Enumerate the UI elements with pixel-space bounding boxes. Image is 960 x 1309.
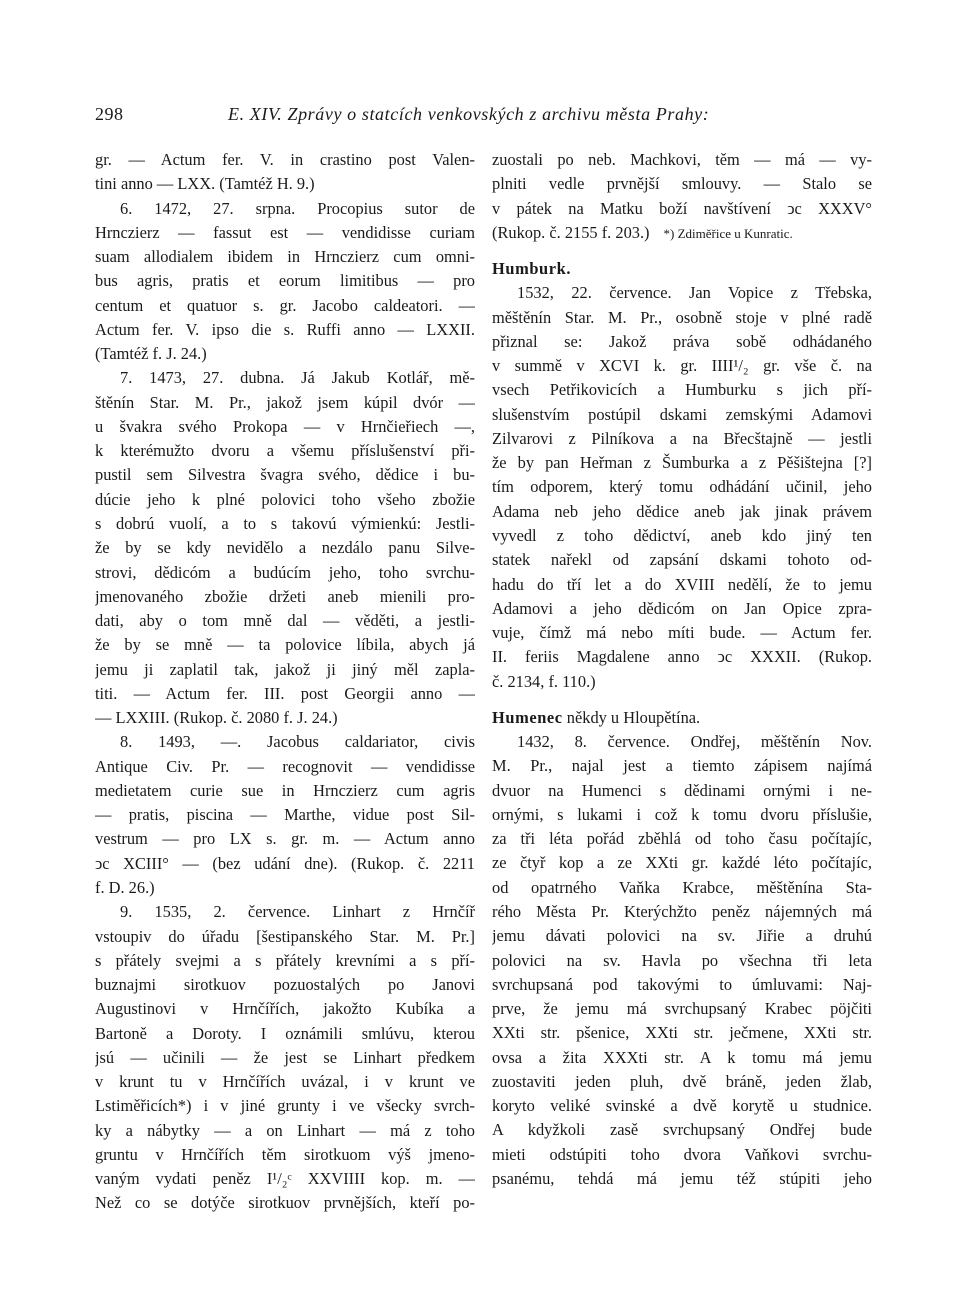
- text-line: dati, aby o tom mně dal — věděti, a jestli-: [95, 611, 475, 631]
- text-line: koryto veliké svinské a dvě korytě u studnice.: [492, 1096, 872, 1116]
- text-line: svrchupsaná pod takovými to úmluvami: Naj-: [492, 974, 872, 994]
- left-column: [95, 148, 475, 1216]
- humenec-title: Humenec: [492, 707, 563, 727]
- text-line: v krunt tu v Hrnčířích uvázal, i v krunt ve: [95, 1072, 475, 1092]
- text-line: prve, že jemu má svrchupsaný Krabec pöjčiti: [492, 999, 872, 1019]
- text-line: s přátely svejmi a s přátely krevními a s pří-: [95, 950, 475, 970]
- text-line: dvuor na Humenci s dědinami ornými i ne-: [492, 780, 872, 800]
- text-line: vyvedl z toho dědictví, aneb kdo jiný ten: [492, 525, 872, 545]
- humenec-subtitle: někdy u Hloupětína.: [566, 707, 701, 727]
- text-line: pustil sem Silvestra švagra svého, dědice i bu-: [95, 465, 475, 485]
- text-line: slušenstvím postúpil dskami zemskými Adamovi: [492, 404, 872, 424]
- entry-start-line: 1532, 22. července. Jan Vopice z Třebska,: [517, 283, 872, 303]
- text-line: XXti str. pšenice, XXti str. ječmene, XXti str.: [492, 1023, 872, 1043]
- text-line: A kdyžkoli zasě svrchupsaný Ondřej bude: [492, 1120, 872, 1140]
- text-line: rého Města Pr. Kterýchžto peněz nájemných má: [492, 901, 872, 921]
- text-line: buznajmi sirotkuov pozuostalých po Janovi: [95, 975, 475, 995]
- text-line: centum et quatuor s. gr. Jacobo caldeatori. —: [95, 295, 475, 315]
- text-line: Antique Civ. Pr. — recognovit — vendidisse: [95, 756, 475, 776]
- text-line: u švakra svého Prokopa — v Hrnčieřiech —,: [95, 416, 475, 436]
- text-line: M. Pr., najal jest a tiemto zápisem najímá: [492, 756, 872, 776]
- entry-start-line: 9. 1535, 2. července. Linhart z Hrnčíř: [120, 902, 475, 922]
- text-line: hadu do tří let a do XVIII nedělí, že to jemu: [492, 574, 872, 594]
- text-line: přiznal se: Jakož práva sobě odhádaného: [492, 331, 872, 351]
- text-line: II. feriis Magdalene anno ↄc XXXII. (Rukop.: [492, 647, 872, 667]
- text-line: s dobrú vuolí, a to s takovú výmienkú: Jestli-: [95, 513, 475, 533]
- entry-start-line: 7. 1473, 27. dubna. Já Jakub Kotlář, mě-: [120, 368, 475, 388]
- text-line: Zilvarovi z Pilníkova a na Břecštajně — jestli: [492, 428, 872, 448]
- text-line: vstoupiv do úřadu [šestipanského Star. M. Pr.]: [95, 926, 475, 946]
- text-line: suam allodialem ibidem in Hrnczierz cum omni-: [95, 247, 475, 267]
- text-line: Lstiměřicích*) i v jiné grunty i ve všecky svrch-: [95, 1096, 475, 1116]
- text-line: zuostali po neb. Machkovi, těm — má — vy-: [492, 150, 872, 169]
- text-line: měštěnín Star. M. Pr., osobně stoje v plné radě: [492, 307, 872, 327]
- text-line: Bartoně a Doroty. I oznámili smlúvu, kterou: [95, 1023, 475, 1043]
- text-line: Augustinovi v Hrnčířích, jakožto Kubíka a: [95, 999, 475, 1019]
- text-line: tím odporem, který tomu odhádání učinil, jeho: [492, 477, 872, 497]
- text-line: jemu ji zaplatil tak, jakož ji jiný měl zapla-: [95, 659, 475, 679]
- text-line: titi. — Actum fer. III. post Georgii anno —: [95, 683, 475, 703]
- text-line: psanému, tehdá má jemu též stúpiti jeho: [492, 1168, 872, 1188]
- text-line: f. D. 26.): [95, 877, 155, 897]
- text-line: dúcie jeho k plné polovici toho všeho zbožie: [95, 489, 475, 509]
- page-header: [95, 104, 875, 132]
- text-line: — pratis, piscina — Marthe, vidue post Sil-: [95, 805, 475, 825]
- text-line: Adamovi a jeho dědicóm on Jan Opice zpra-: [492, 598, 872, 618]
- text-line: jmenovaného zbožie držeti aneb mienili pro-: [95, 586, 475, 606]
- text-line: že by pan Heřman z Šumburka a z Pěšištejna [?]: [492, 453, 872, 473]
- text-line: k kterémužto dvoru a všemu příslušenství při-: [95, 441, 475, 461]
- text-line: gruntu v Hrnčířích těm sirotkuom výš jmeno-: [95, 1144, 475, 1164]
- text-line: od opatrného Vaňka Krabce, měštěnína Sta-: [492, 877, 872, 897]
- text-line: statek nařekl od zapsání dskami tohoto od-: [492, 550, 872, 570]
- text-line: štěnín Star. M. Pr., jakož jsem kúpil dvór —: [95, 392, 475, 412]
- text-line: bus agris, pratis et eorum limitibus — pro: [95, 271, 475, 291]
- text-line: za tři léta pořád zběhlá od toho času počítajíc,: [492, 829, 872, 849]
- text-line: Hrnczierz — fassut est — vendidisse curiam: [95, 222, 475, 242]
- text-line: tini anno — LXX. (Tamtéž H. 9.): [95, 174, 315, 194]
- text-line: vsech Petřikovicích a Humburku s jich pří-: [492, 380, 872, 400]
- source-reference: (Rukop. č. 2155 f. 203.): [492, 222, 650, 242]
- text-line: ze čtyř kop a ze XXti gr. každé léto počítajíc,: [492, 853, 872, 873]
- text-line: že by se mně — ta polovice líbila, abych já: [95, 635, 475, 655]
- text-line: medietatem curie sue in Hrnczierz cum agris: [95, 780, 475, 800]
- running-head: E. XIV. Zprávy o statcích venkovských z archivu města Prahy:: [228, 104, 710, 124]
- text-line: č. 2134, f. 110.): [492, 671, 596, 691]
- text-line: Než co se dotýče sirotkuov prvnějších, kteří po-: [95, 1193, 475, 1213]
- text-line: — LXXIII. (Rukop. č. 2080 f. J. 24.): [95, 708, 338, 728]
- text-line: jsú — učinili — že jest se Linhart předkem: [95, 1047, 475, 1067]
- right-column: [492, 148, 872, 1191]
- text-line: ↄc XCIII° — (bez udání dne). (Rukop. č. 2211: [95, 853, 475, 873]
- text-line: zuostaviti jeden pluh, dvě bráně, jeden žlab,: [492, 1071, 872, 1091]
- text-line: v pátek na Matku boží navštívení ↄc XXXV°: [492, 198, 872, 218]
- text-line: (Tamtéž f. J. 24.): [95, 344, 207, 364]
- text-line-with-footnote: [492, 221, 872, 245]
- text-line: gr. — Actum fer. V. in crastino post Valen-: [95, 150, 475, 169]
- entry-start-line: 1432, 8. července. Ondřej, měštěnín Nov.: [517, 732, 872, 752]
- text-line: Actum fer. V. ipso die s. Ruffi anno — LXXII.: [95, 319, 475, 339]
- section-heading-humenec: [492, 706, 872, 730]
- text-line: ovsa a žita XXXti str. A k tomu má jemu: [492, 1047, 872, 1067]
- text-line: vuje, čímž má nebo míti bude. — Actum fer.: [492, 623, 872, 643]
- text-line: ky a nábytky — a on Linhart — má z toho: [95, 1120, 475, 1140]
- text-line: že by se kdy nevidělo a nezdálo panu Silve-: [95, 538, 475, 558]
- footnote: *) Zdiměřice u Kunratic.: [663, 225, 793, 241]
- page-number: 298: [95, 104, 124, 124]
- section-heading-humburk: Humburk.: [492, 259, 572, 279]
- text-line: ornými, s lukami i což k tomu dvoru příslušie,: [492, 804, 872, 824]
- entry-start-line: 6. 1472, 27. srpna. Procopius sutor de: [120, 198, 475, 218]
- text-line: jemu dávati polovici na sv. Jiřie a druhú: [492, 926, 872, 946]
- text-line: plniti vedle prvnější smlouvy. — Stalo se: [492, 174, 872, 194]
- text-line: vaným vydati peněz I¹/₂ᶜ XXVIIII kop. m. —: [95, 1169, 475, 1189]
- text-line: v summě v XCVI k. gr. IIII¹/₂ gr. vše č. na: [492, 356, 872, 376]
- text-line: strovi, dědicóm a budúcím jeho, toho svrchu-: [95, 562, 475, 582]
- text-line: mieti odstúpiti toho dvora Vaňkovi svrchu-: [492, 1144, 872, 1164]
- text-line: polovici na sv. Havla po všechna tři leta: [492, 950, 872, 970]
- entry-start-line: 8. 1493, —. Jacobus caldariator, civis: [120, 732, 475, 752]
- text-line: Adama neb jeho dědice aneb jak jinak právem: [492, 501, 872, 521]
- text-line: vestrum — pro LX s. gr. m. — Actum anno: [95, 829, 475, 849]
